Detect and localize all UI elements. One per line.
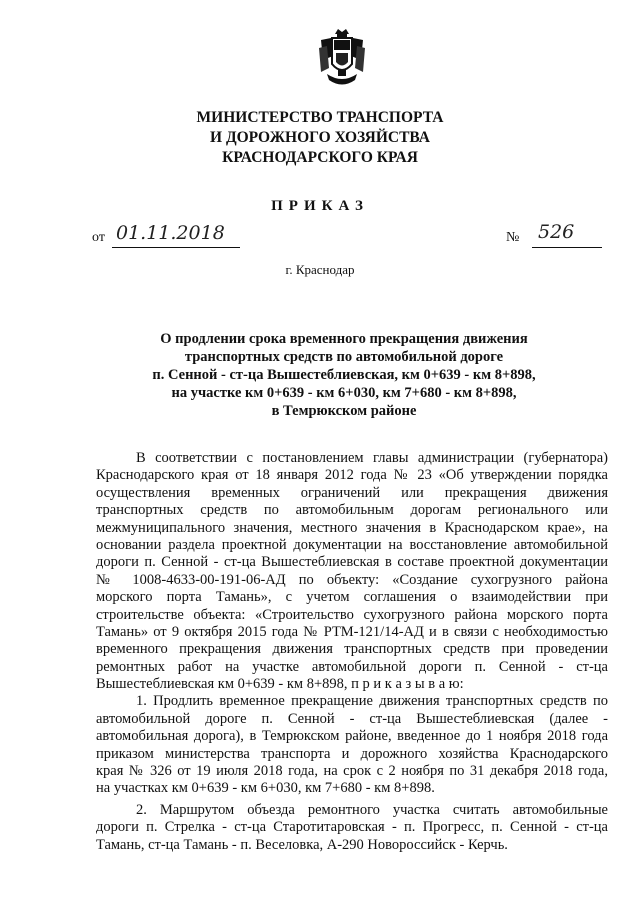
body-line: Тамань» от 9 октября 2015 года № РТМ-121/14-АД и в связи с необходимостью bbox=[96, 623, 608, 640]
body-line: 2. Маршрутом объезда ремонтного участка считать автомобильные bbox=[136, 801, 608, 818]
body-line: В соответствии с постановлением главы администрации (губернатора) bbox=[136, 450, 608, 466]
body-line: ремонтных работ на участке автомобильной дороги п. Сенной - ст-ца bbox=[96, 658, 608, 675]
order-number-handwritten: 526 bbox=[538, 221, 575, 243]
clause-2-paragraph bbox=[96, 802, 608, 854]
order-date-handwritten: 01.11.2018 bbox=[116, 222, 225, 244]
body-line: морского порта Тамань», с учетом соглашения о взаимодействии при bbox=[96, 589, 608, 606]
body-line: автомобильной дороге п. Сенной - ст-ца Вышестеблиевская (далее - bbox=[96, 710, 608, 727]
ministry-name-line: МИНИСТЕРСТВО ТРАНСПОРТА bbox=[196, 109, 444, 126]
body-line: межмуниципального значения, местного значения в Краснодарском крае», на bbox=[96, 519, 608, 536]
coat-of-arms-emblem-icon bbox=[319, 26, 365, 90]
order-date-field bbox=[92, 222, 252, 250]
date-underline bbox=[112, 247, 240, 248]
body-line: приказом министерства транспорта и дорожного хозяйства Краснодарского bbox=[96, 745, 608, 762]
ministry-name-line: И ДОРОЖНОГО ХОЗЯЙСТВА bbox=[210, 129, 430, 146]
preamble-paragraph bbox=[96, 450, 608, 693]
body-line: 1. Продлить временное прекращение движения транспортных средств по bbox=[136, 693, 608, 710]
order-body bbox=[96, 450, 608, 854]
body-line: временного прекращения движения транспортных средств при проведении bbox=[96, 641, 608, 658]
subject-line: п. Сенной - ст-ца Вышестеблиевская, км 0+639 - км 8+898, bbox=[152, 367, 536, 383]
ministry-name-line: КРАСНОДАРСКОГО КРАЯ bbox=[222, 149, 418, 166]
city-line: г. Краснодар bbox=[285, 262, 355, 277]
body-line: транспортных средств по автомобильным дорогам регионального или bbox=[96, 502, 608, 519]
order-subject bbox=[60, 330, 628, 420]
body-line: Тамань, ст-ца Тамань - п. Веселовка, А-290 Новороссийск - Керчь. bbox=[96, 836, 508, 853]
date-prefix: от bbox=[92, 230, 105, 245]
subject-line: на участке км 0+639 - км 6+030, км 7+680 - км 8+898, bbox=[171, 385, 517, 401]
body-line: Краснодарского края от 18 января 2012 года № 23 «Об утверждении порядка bbox=[96, 467, 608, 484]
order-number-field bbox=[506, 221, 606, 250]
subject-line: транспортных средств по автомобильной дороге bbox=[184, 349, 504, 365]
number-prefix: № bbox=[506, 230, 520, 245]
ministry-name bbox=[0, 108, 640, 168]
body-line: дороги п. Сенной - ст-ца Вышестеблиевская в составе проектной документации bbox=[96, 554, 608, 571]
clause-1-paragraph bbox=[96, 693, 608, 797]
number-underline bbox=[532, 247, 602, 248]
body-line: Вышестеблиевская км 0+639 - км 8+898, п р и к а з ы в а ю: bbox=[96, 676, 464, 693]
body-line: автомобильная дорога), в Темрюкском районе, введенное до 1 ноября 2018 года bbox=[96, 728, 608, 745]
subject-line: в Темрюкском районе bbox=[271, 403, 417, 419]
body-line: строительстве объекта: «Строительство сухогрузного района морского порта bbox=[96, 606, 608, 623]
order-title: ПРИКАЗ bbox=[271, 198, 369, 214]
body-line: осуществления временных ограничений или прекращения движения bbox=[96, 484, 608, 501]
body-line: основании раздела проектной документации на восстановление автомобильной bbox=[96, 536, 608, 553]
body-line: края № 326 от 19 июля 2018 года, на срок с 2 ноября по 31 декабря 2018 года, bbox=[96, 763, 608, 780]
body-line: дороги п. Стрелка - ст-ца Старотитаровская - п. Прогресс, п. Сенной - ст-ца bbox=[96, 819, 608, 836]
subject-line: О продлении срока временного прекращения движения bbox=[160, 331, 528, 347]
body-line: на участках км 0+639 - км 6+030, км 7+680 - км 8+898. bbox=[96, 780, 435, 797]
body-line: № 1008-4633-00-191-06-АД по объекту: «Создание сухогрузного района bbox=[96, 571, 608, 588]
